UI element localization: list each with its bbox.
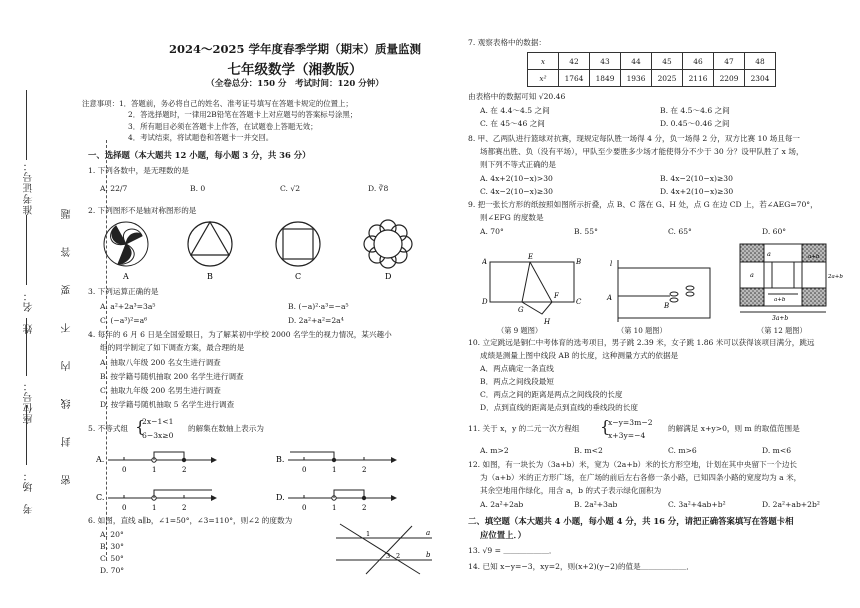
q12-option-a: A. 2a²+2ab: [480, 500, 524, 509]
q6-option-b: B. 30°: [100, 542, 124, 551]
subject-title: 七年级数学（湘教版）: [227, 62, 363, 78]
svg-text:2: 2: [182, 504, 187, 512]
q11-stem: 11. 关于 x，y 的二元一次方程组: [468, 424, 580, 433]
left-column: [78, 0, 438, 608]
q2-figure-a: [104, 222, 148, 266]
q12-option-d: D. 2a²+ab+2b²: [762, 500, 820, 509]
q12-option-b: B. 2a²+3ab: [574, 500, 618, 509]
right-column-lower: [462, 0, 852, 608]
q14-stem: 14. 已知 x−y=−3，xy=2，则(x+2)(y−2)的值是＿＿＿＿＿＿．: [468, 562, 694, 571]
q10-option-d: D．点到直线的距离是点到直线的垂线段的长度: [480, 403, 638, 412]
q10-option-b: B．两点之间线段最短: [480, 377, 554, 386]
q12-stem-1: 12. 如图，有一块长为（3a+b）米，宽为（2a+b）米的长方形空地，计划在其中央留下一个边长: [468, 460, 798, 469]
seat-line: [26, 318, 27, 376]
svg-text:F: F: [554, 292, 559, 300]
q5-label-d: D.: [276, 493, 285, 502]
q2-label-b: B: [207, 272, 213, 280]
q5-label-c: C.: [96, 493, 105, 502]
q3-option-a: A. a²+2a³=3a⁵: [100, 302, 156, 311]
note-3: 3．所有题目必须在答题卡上作答，在试题卷上答题无效；: [128, 121, 318, 131]
svg-text:C: C: [576, 298, 582, 306]
q3-option-d: D. 2a²+a²=2a⁴: [288, 316, 344, 325]
q8-stem-2: 场都赛出胜、负（没有平场），甲队至少要胜多少场才能使得分不少于 30 分？设甲队胜了 x 场，: [480, 147, 804, 156]
q6-option-c: C. 50°: [100, 554, 124, 563]
exam-title: 2024～2025 学年度春季学期（期末）质量监测: [168, 42, 421, 56]
svg-text:0: 0: [302, 504, 307, 512]
sealed-line-note: 密 封 线 内 不 要 答 题: [62, 200, 73, 485]
q7-option-b: B. 在 4.5～4.6 之间: [660, 106, 730, 115]
table-row: x² 1764 1849 1936 2025 2116 2209 2304: [528, 70, 776, 87]
svg-text:0: 0: [122, 466, 127, 474]
q11-option-c: C. m>6: [668, 446, 697, 455]
q5-label-a: A.: [96, 455, 105, 464]
q4-option-d: D. 按学籍号随机抽取 5 名学生进行调查: [100, 400, 235, 409]
q11-stem-tail: 的解满足 x+y>0，则 m 的取值范围是: [668, 424, 800, 433]
q13-stem: 13. √9 = ＿＿＿＿＿＿．: [468, 546, 557, 555]
note-2: 2．答选择题时，一律用2B铅笔在答题卡上对应题号的答案标号涂黑；: [128, 110, 358, 120]
q2-label-d: D: [385, 272, 392, 280]
svg-text:1: 1: [332, 504, 337, 512]
q12-caption: （第 12 题图）: [757, 326, 807, 335]
q9-stem-1: 9. 把一张长方形的纸按照如图所示折叠，点 B、C 落在 G、H 处，点 G 在边 CD 上，若∠AEG=70°，: [468, 200, 818, 209]
svg-text:A: A: [607, 294, 613, 302]
svg-text:l: l: [610, 260, 613, 268]
svg-text:1: 1: [366, 530, 371, 538]
q7-option-a: A. 在 4.4～4.5 之间: [480, 106, 550, 115]
exam-number-label: 准考证号：: [24, 160, 35, 215]
name-label: 姓 名：: [24, 290, 35, 334]
q5-label-b: B.: [276, 455, 285, 464]
svg-text:3a+b: 3a+b: [772, 315, 789, 322]
q11-option-a: A. m>2: [480, 446, 509, 455]
q2-figure-b: [188, 222, 232, 266]
q2-label-a: A: [123, 272, 129, 280]
q8-option-a: A. 4x+2(10−x)>30: [480, 174, 553, 183]
q5-ineq-1: 2x−1<1: [142, 417, 174, 426]
q7-stem: 7. 观察表格中的数据：: [468, 38, 547, 47]
svg-text:a: a: [426, 529, 431, 537]
q5-ineq-2: 6−3x≥0: [142, 431, 174, 440]
q9-option-c: C. 65°: [668, 227, 692, 236]
q6-option-a: A. 20°: [100, 530, 124, 539]
q3-option-b: B. (−a)²·a³=−a⁵: [288, 302, 349, 311]
q7-option-c: C. 在 45～46 之间: [480, 119, 545, 128]
name-line: [26, 215, 27, 285]
q9-stem-2: 则∠EFG 的度数是: [480, 213, 544, 222]
note-1: 注意事项：1．答题前，务必将自己的姓名、准考证号填写在答题卡规定的位置上；: [82, 99, 353, 108]
seat-label: 座位号：: [24, 380, 35, 424]
svg-text:2: 2: [362, 504, 367, 512]
q6-stem: 6. 如图，直线 a∥b，∠1=50°，∠3=110°，则∠2 的度数为: [88, 516, 293, 525]
section-fill-heading: 二、填空题（本大题共 4 小题，每小题 4 分，共 16 分，请把正确答案填写在答题卡相: [468, 516, 794, 526]
svg-text:2: 2: [182, 466, 187, 474]
svg-text:a+b: a+b: [808, 254, 820, 260]
svg-text:b: b: [426, 551, 431, 559]
q11-eq-1: x−y=3m−2: [608, 418, 653, 427]
svg-text:G: G: [518, 306, 524, 314]
q11-option-b: B. m<2: [574, 446, 603, 455]
q10-stem-1: 10. 立定跳远是铜仁中考体育的选考项目，男子跳 2.39 米，女子跳 1.86 米可以获得该项目满分，跳远: [468, 338, 815, 347]
room-line: [26, 405, 27, 465]
svg-text:2: 2: [396, 552, 401, 560]
svg-text:1: 1: [332, 466, 337, 474]
q5-stem-tail: 的解集在数轴上表示为: [188, 424, 264, 433]
q8-stem-3: 则下列不等式正确的是: [480, 160, 556, 169]
q6-figure: [336, 520, 436, 576]
q1-option-d: D. ∛8: [368, 184, 389, 193]
q4-option-a: A. 抽取八年级 200 名女生进行调查: [100, 358, 221, 367]
svg-text:0: 0: [302, 466, 307, 474]
q4-option-b: B. 按学籍号随机抽取 200 名学生进行调查: [100, 372, 244, 381]
q6-option-d: D. 70°: [100, 566, 125, 575]
room-label: 考 场：: [24, 470, 35, 514]
q1-option-c: C. √2: [280, 184, 301, 193]
q1-option-a: A. 22/7: [100, 184, 128, 193]
q4-stem-1: 4. 每年的 6 月 6 日是全国爱眼日，为了解某初中学校 2000 名学生的视力情况，某兴趣小: [88, 330, 392, 339]
q12-option-c: C. 3a²+4ab+b²: [668, 500, 726, 509]
q3-stem: 3. 下列运算正确的是: [88, 287, 159, 296]
q10-stem-2: 成绩是测量上图中线段 AB 的长度，这种测量方式的依据是: [480, 351, 679, 360]
q11-option-d: D. m<6: [762, 446, 792, 455]
table-row: x 42 43 44 45 46 47 48: [528, 53, 776, 70]
q8-stem-1: 8. 甲、乙两队进行篮球对抗赛，现规定每队胜一场得 4 分，负一场得 2 分，双方比赛 10 场且每一: [468, 134, 801, 143]
q5-brace: {: [135, 417, 146, 436]
q1-stem: 1. 下列各数中，是无理数的是: [88, 166, 189, 175]
section-fill-heading-2: 应位置上．）: [480, 530, 527, 540]
q2-stem: 2. 下列图形不是轴对称图形的是: [88, 206, 197, 215]
q10-caption: （第 10 题图）: [617, 326, 667, 335]
q7-tail: 由表格中的数据可知 √20.46: [468, 92, 566, 101]
q3-option-c: C. (−a³)²=a⁶: [100, 316, 148, 325]
q5-stem: 5. 不等式组: [88, 424, 129, 433]
svg-text:1: 1: [152, 466, 157, 474]
exam-number-line: [26, 90, 27, 160]
svg-text:2: 2: [362, 466, 367, 474]
svg-text:A: A: [482, 258, 488, 266]
q4-option-c: C. 抽取九年级 200 名男生进行调查: [100, 386, 221, 395]
q8-option-b: B. 4x−2(10−x)≥30: [660, 174, 733, 183]
svg-text:a: a: [750, 271, 754, 279]
svg-text:a: a: [767, 250, 771, 258]
svg-text:H: H: [544, 318, 551, 326]
q8-option-d: D. 4x+2(10−x)≥30: [660, 187, 734, 196]
q7-option-d: D. 0.45～0.46 之间: [660, 119, 730, 128]
svg-text:a+b: a+b: [774, 297, 786, 303]
q2-figure-d: [364, 220, 412, 268]
q9-option-d: D. 60°: [762, 227, 787, 236]
q11-eq-2: x+3y=−4: [608, 431, 646, 440]
q10-option-a: A．两点确定一条直线: [480, 364, 554, 373]
q9-option-a: A. 70°: [480, 227, 504, 236]
q2-figure-c: [276, 222, 320, 266]
section-choice-heading: 一、选择题（本大题共 12 小题，每小题 3 分，共 36 分）: [88, 150, 311, 160]
q12-stem-2: 为（a+b）米的正方形广场，在广场的前后左右各修一条小路，已知四条小路的宽度均为 a 米，: [480, 473, 802, 482]
svg-text:0: 0: [122, 504, 127, 512]
svg-text:3: 3: [386, 552, 391, 560]
q2-figures: [98, 218, 438, 280]
svg-text:D: D: [482, 298, 488, 306]
svg-text:1: 1: [152, 504, 157, 512]
note-4: 4．考试结束，将试题卷和答题卡一并交回。: [128, 133, 274, 143]
q8-option-c: C. 4x−2(10−x)≥30: [480, 187, 553, 196]
score-time: （全卷总分：150 分 考试时间：120 分钟）: [206, 79, 384, 89]
q4-stem-2: 组的同学制定了如下调查方案，最合理的是: [100, 343, 245, 352]
q11-brace: {: [600, 417, 611, 436]
q5-number-lines: [96, 448, 436, 520]
q9-caption: （第 9 题图）: [497, 326, 543, 335]
q10-option-c: C．两点之间的距离是两点之间线段的长度: [480, 390, 623, 399]
svg-text:E: E: [528, 253, 534, 261]
svg-text:B: B: [664, 302, 670, 310]
q9-option-b: B. 55°: [574, 227, 598, 236]
q1-option-b: B. 0: [190, 184, 206, 193]
svg-text:B: B: [576, 258, 582, 266]
svg-text:2a+b: 2a+b: [828, 274, 843, 280]
q12-stem-3: 其余空地用作绿化，用含 a，b 的式子表示绿化面积为: [480, 486, 662, 495]
q2-label-c: C: [295, 272, 302, 280]
